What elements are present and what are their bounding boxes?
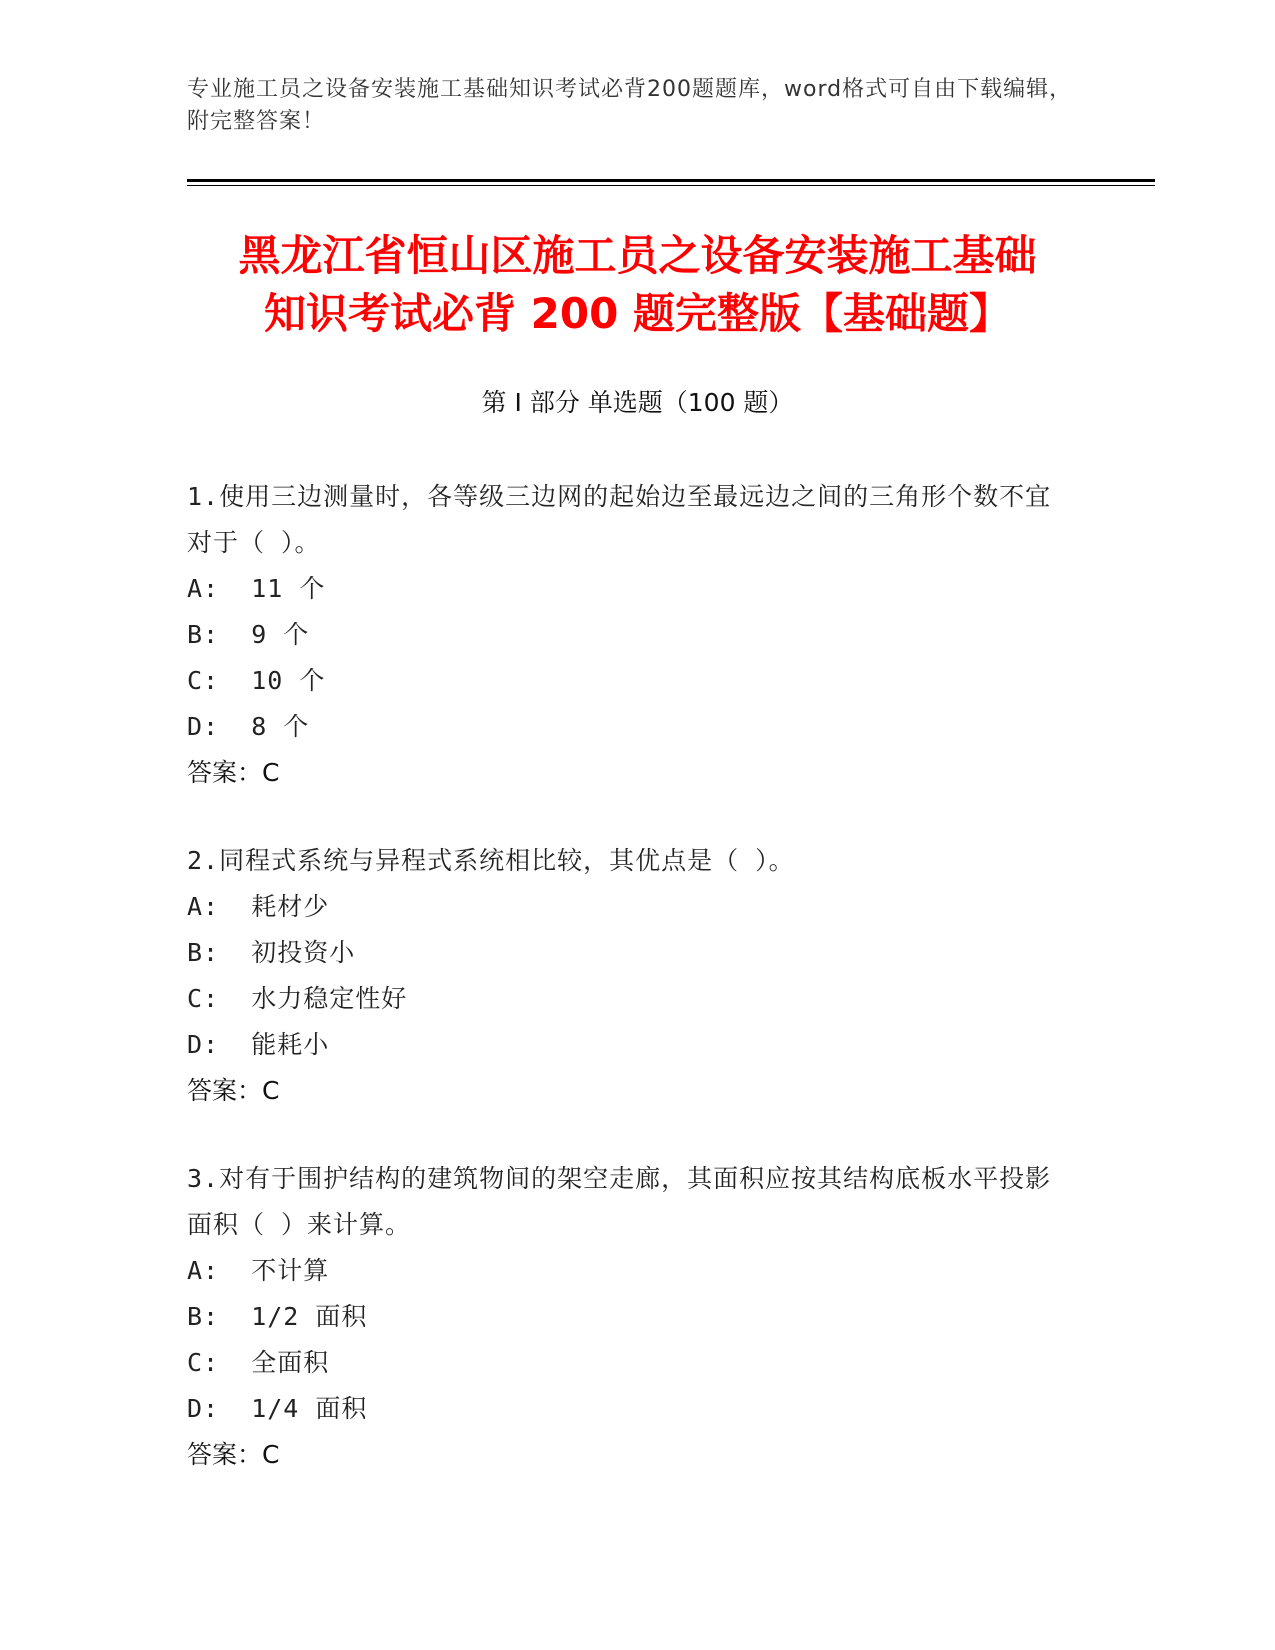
- answer: 答案：C: [187, 1440, 280, 1469]
- option-d: D: 8 个: [187, 712, 310, 741]
- header-note: 专业施工员之设备安装施工基础知识考试必背200题题库，word格式可自由下载编辑，附完整答案！: [187, 77, 1073, 134]
- option-b: B: 9 个: [187, 620, 310, 649]
- option-c: C: 10 个: [187, 666, 326, 695]
- option-a: A: 不计算: [187, 1256, 330, 1285]
- document-title: [120, 227, 1155, 343]
- option-b: B: 1/2 面积: [187, 1302, 368, 1331]
- question-text: 3.对有于围护结构的建筑物间的架空走廊，其面积应按其结构底板水平投影面积（ ）来计算。: [187, 1164, 1052, 1239]
- answer: 答案：C: [187, 1076, 280, 1105]
- option-a: A: 11 个: [187, 574, 326, 603]
- option-c: C: 全面积: [187, 1348, 330, 1377]
- question-text: 2.同程式系统与异程式系统相比较，其优点是（ ）。: [187, 846, 795, 875]
- option-b: B: 初投资小: [187, 938, 356, 967]
- header-rule-thin: [187, 185, 1155, 186]
- option-d: D: 能耗小: [187, 1030, 330, 1059]
- question-2: [187, 838, 1067, 1114]
- section-title: 第 I 部分 单选题（100 题）: [481, 388, 794, 417]
- answer: 答案：C: [187, 758, 280, 787]
- option-c: C: 水力稳定性好: [187, 984, 408, 1013]
- question-1: [187, 474, 1067, 796]
- document-title-line-1: 黑龙江省恒山区施工员之设备安装施工基础: [238, 231, 1037, 280]
- document-title-line-2: 知识考试必背 200 题完整版【基础题】: [264, 289, 1011, 338]
- option-d: D: 1/4 面积: [187, 1394, 368, 1423]
- option-a: A: 耗材少: [187, 892, 330, 921]
- question-text: 1.使用三边测量时，各等级三边网的起始边至最远边之间的三角形个数不宜对于（ ）。: [187, 482, 1052, 557]
- header-rule-thick: [187, 179, 1155, 182]
- question-3: [187, 1156, 1067, 1478]
- question-list: [187, 474, 1067, 1520]
